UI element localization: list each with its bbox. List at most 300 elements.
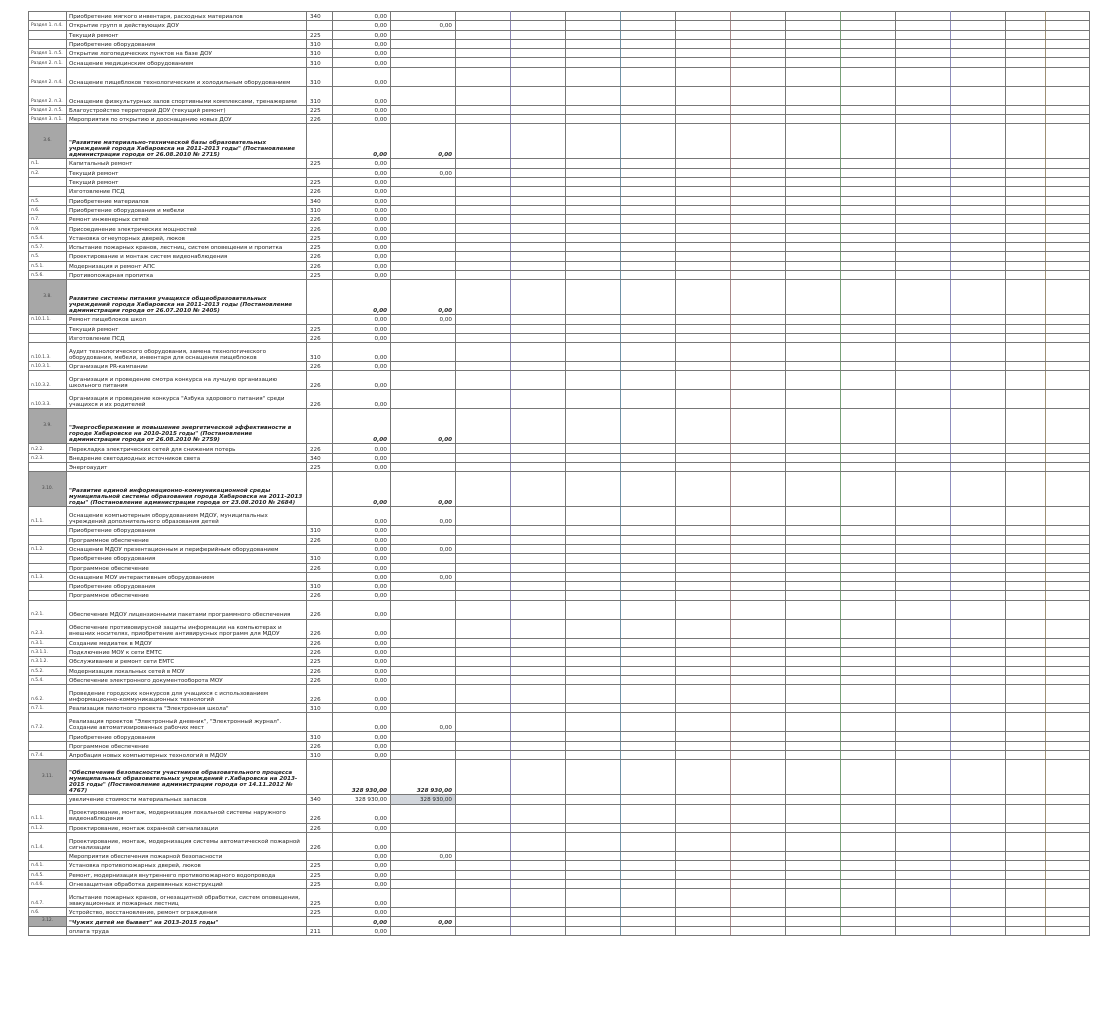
kosgu-cell[interactable]: 225	[307, 233, 333, 242]
empty-cell[interactable]	[951, 233, 1006, 242]
empty-cell[interactable]	[731, 741, 786, 750]
empty-cell[interactable]	[566, 870, 621, 879]
empty-cell[interactable]	[566, 159, 621, 168]
row-code-cell[interactable]: 3.12.	[29, 917, 67, 926]
empty-cell[interactable]	[566, 544, 621, 553]
empty-cell[interactable]	[786, 362, 841, 371]
empty-cell[interactable]	[621, 917, 676, 926]
empty-cell[interactable]	[456, 526, 511, 535]
empty-cell[interactable]	[566, 851, 621, 860]
empty-cell[interactable]	[896, 21, 951, 30]
empty-cell[interactable]	[786, 600, 841, 619]
empty-cell[interactable]	[1006, 168, 1046, 177]
empty-cell[interactable]	[951, 390, 1006, 409]
empty-cell[interactable]	[456, 554, 511, 563]
row-code-cell[interactable]: п.5.7.	[29, 243, 67, 252]
empty-cell[interactable]	[841, 647, 896, 656]
empty-cell[interactable]	[621, 851, 676, 860]
empty-cell[interactable]	[731, 243, 786, 252]
empty-cell[interactable]	[841, 444, 896, 453]
empty-cell[interactable]	[456, 804, 511, 823]
empty-cell[interactable]	[1046, 215, 1090, 224]
empty-cell[interactable]	[621, 233, 676, 242]
row-code-cell[interactable]: п.1.1.	[29, 507, 67, 526]
amount-cell-2[interactable]: 328 930,00	[391, 795, 456, 804]
row-name-cell[interactable]: Ремонт, модернизация внутреннего противопожарного водопровода	[67, 870, 307, 879]
empty-cell[interactable]	[731, 619, 786, 638]
empty-cell[interactable]	[511, 600, 566, 619]
empty-cell[interactable]	[456, 252, 511, 261]
empty-cell[interactable]	[1006, 12, 1046, 21]
empty-cell[interactable]	[786, 280, 841, 315]
row-code-cell[interactable]: п.1.1.	[29, 804, 67, 823]
amount-cell-2[interactable]	[391, 638, 456, 647]
empty-cell[interactable]	[621, 908, 676, 917]
empty-cell[interactable]	[621, 582, 676, 591]
empty-cell[interactable]	[1046, 535, 1090, 544]
empty-cell[interactable]	[676, 49, 731, 58]
empty-cell[interactable]	[621, 804, 676, 823]
kosgu-cell[interactable]: 226	[307, 600, 333, 619]
empty-cell[interactable]	[731, 713, 786, 732]
amount-cell-2[interactable]: 0,00	[391, 507, 456, 526]
row-code-cell[interactable]: п.5.	[29, 196, 67, 205]
empty-cell[interactable]	[951, 823, 1006, 832]
empty-cell[interactable]	[511, 124, 566, 159]
empty-cell[interactable]	[786, 526, 841, 535]
row-name-cell[interactable]: Создание медиатек в МДОУ	[67, 638, 307, 647]
empty-cell[interactable]	[786, 861, 841, 870]
empty-cell[interactable]	[786, 187, 841, 196]
kosgu-cell[interactable]: 226	[307, 804, 333, 823]
empty-cell[interactable]	[841, 86, 896, 105]
amount-cell-2[interactable]	[391, 870, 456, 879]
empty-cell[interactable]	[456, 832, 511, 851]
empty-cell[interactable]	[731, 851, 786, 860]
empty-cell[interactable]	[1046, 507, 1090, 526]
empty-cell[interactable]	[731, 657, 786, 666]
empty-cell[interactable]	[566, 563, 621, 572]
row-code-cell[interactable]: 3.8.	[29, 280, 67, 315]
empty-cell[interactable]	[786, 544, 841, 553]
empty-cell[interactable]	[456, 67, 511, 86]
empty-cell[interactable]	[896, 591, 951, 600]
amount-cell-2[interactable]	[391, 453, 456, 462]
kosgu-cell[interactable]: 226	[307, 224, 333, 233]
empty-cell[interactable]	[786, 851, 841, 860]
empty-cell[interactable]	[841, 526, 896, 535]
kosgu-cell[interactable]: 226	[307, 252, 333, 261]
empty-cell[interactable]	[566, 889, 621, 908]
amount-cell[interactable]: 0,00	[333, 58, 391, 67]
empty-cell[interactable]	[786, 472, 841, 507]
empty-cell[interactable]	[566, 124, 621, 159]
empty-cell[interactable]	[896, 58, 951, 67]
empty-cell[interactable]	[621, 124, 676, 159]
empty-cell[interactable]	[566, 751, 621, 760]
empty-cell[interactable]	[456, 507, 511, 526]
empty-cell[interactable]	[731, 572, 786, 581]
amount-cell[interactable]: 0,00	[333, 371, 391, 390]
empty-cell[interactable]	[896, 196, 951, 205]
row-code-cell[interactable]: Раздел 3. п.1.	[29, 115, 67, 124]
empty-cell[interactable]	[1006, 187, 1046, 196]
empty-cell[interactable]	[456, 333, 511, 342]
empty-cell[interactable]	[731, 463, 786, 472]
row-name-cell[interactable]: Благоустройство территорий ДОУ (текущий ремонт)	[67, 105, 307, 114]
empty-cell[interactable]	[951, 49, 1006, 58]
empty-cell[interactable]	[621, 544, 676, 553]
empty-cell[interactable]	[786, 205, 841, 214]
empty-cell[interactable]	[951, 917, 1006, 926]
empty-cell[interactable]	[896, 554, 951, 563]
empty-cell[interactable]	[566, 526, 621, 535]
empty-cell[interactable]	[676, 159, 731, 168]
row-code-cell[interactable]	[29, 591, 67, 600]
kosgu-cell[interactable]	[307, 124, 333, 159]
row-name-cell[interactable]: Аудит технологического оборудования, замена технологического оборудования, мебели, инвентаря для оснащения пищеблоков	[67, 343, 307, 362]
empty-cell[interactable]	[511, 252, 566, 261]
empty-cell[interactable]	[841, 657, 896, 666]
empty-cell[interactable]	[566, 861, 621, 870]
empty-cell[interactable]	[511, 741, 566, 750]
empty-cell[interactable]	[896, 861, 951, 870]
empty-cell[interactable]	[1046, 177, 1090, 186]
empty-cell[interactable]	[841, 535, 896, 544]
amount-cell[interactable]: 0,00	[333, 333, 391, 342]
kosgu-cell[interactable]: 226	[307, 390, 333, 409]
kosgu-cell[interactable]: 226	[307, 675, 333, 684]
empty-cell[interactable]	[676, 751, 731, 760]
empty-cell[interactable]	[786, 315, 841, 324]
empty-cell[interactable]	[1046, 675, 1090, 684]
empty-cell[interactable]	[841, 159, 896, 168]
empty-cell[interactable]	[566, 619, 621, 638]
empty-cell[interactable]	[1006, 554, 1046, 563]
empty-cell[interactable]	[951, 67, 1006, 86]
row-name-cell[interactable]: Проектирование, монтаж, модернизация локальной системы наружного видеонаблюдения	[67, 804, 307, 823]
row-name-cell[interactable]: Реализация пилотного проекта "Электронная школа"	[67, 704, 307, 713]
empty-cell[interactable]	[676, 86, 731, 105]
empty-cell[interactable]	[951, 205, 1006, 214]
amount-cell[interactable]: 328 930,00	[333, 795, 391, 804]
empty-cell[interactable]	[456, 870, 511, 879]
empty-cell[interactable]	[566, 926, 621, 935]
empty-cell[interactable]	[1006, 252, 1046, 261]
empty-cell[interactable]	[1046, 187, 1090, 196]
row-code-cell[interactable]: п.10.3.1.	[29, 362, 67, 371]
empty-cell[interactable]	[1006, 647, 1046, 656]
kosgu-cell[interactable]: 225	[307, 861, 333, 870]
row-code-cell[interactable]: п.2.3.	[29, 453, 67, 462]
empty-cell[interactable]	[896, 115, 951, 124]
empty-cell[interactable]	[731, 215, 786, 224]
empty-cell[interactable]	[841, 638, 896, 647]
empty-cell[interactable]	[841, 105, 896, 114]
amount-cell[interactable]: 0,00	[333, 21, 391, 30]
empty-cell[interactable]	[456, 879, 511, 888]
amount-cell-2[interactable]: 328 930,00	[391, 760, 456, 795]
row-name-cell[interactable]: Оснащение компьютерным оборудованием МДОУ, муниципальных учреждений дополнительного образования детей	[67, 507, 307, 526]
empty-cell[interactable]	[676, 619, 731, 638]
empty-cell[interactable]	[896, 760, 951, 795]
empty-cell[interactable]	[621, 704, 676, 713]
row-name-cell[interactable]: Мероприятия обеспечения пожарной безопасности	[67, 851, 307, 860]
empty-cell[interactable]	[951, 760, 1006, 795]
empty-cell[interactable]	[731, 563, 786, 572]
empty-cell[interactable]	[1006, 21, 1046, 30]
empty-cell[interactable]	[786, 124, 841, 159]
empty-cell[interactable]	[786, 554, 841, 563]
empty-cell[interactable]	[841, 49, 896, 58]
empty-cell[interactable]	[1006, 196, 1046, 205]
empty-cell[interactable]	[621, 526, 676, 535]
row-code-cell[interactable]	[29, 39, 67, 48]
row-code-cell[interactable]: п.4.7.	[29, 889, 67, 908]
empty-cell[interactable]	[841, 619, 896, 638]
empty-cell[interactable]	[456, 105, 511, 114]
amount-cell-2[interactable]	[391, 105, 456, 114]
empty-cell[interactable]	[621, 832, 676, 851]
empty-cell[interactable]	[566, 713, 621, 732]
empty-cell[interactable]	[786, 67, 841, 86]
empty-cell[interactable]	[621, 444, 676, 453]
row-code-cell[interactable]: 3.10.	[29, 472, 67, 507]
row-name-cell[interactable]: Приобретение материалов	[67, 196, 307, 205]
kosgu-cell[interactable]	[307, 544, 333, 553]
empty-cell[interactable]	[841, 851, 896, 860]
empty-cell[interactable]	[676, 535, 731, 544]
amount-cell[interactable]: 0,00	[333, 507, 391, 526]
empty-cell[interactable]	[621, 889, 676, 908]
empty-cell[interactable]	[841, 453, 896, 462]
empty-cell[interactable]	[676, 582, 731, 591]
empty-cell[interactable]	[786, 713, 841, 732]
empty-cell[interactable]	[1006, 67, 1046, 86]
empty-cell[interactable]	[621, 187, 676, 196]
empty-cell[interactable]	[841, 572, 896, 581]
empty-cell[interactable]	[896, 804, 951, 823]
empty-cell[interactable]	[1046, 795, 1090, 804]
kosgu-cell[interactable]: 340	[307, 196, 333, 205]
empty-cell[interactable]	[1046, 544, 1090, 553]
empty-cell[interactable]	[1006, 333, 1046, 342]
empty-cell[interactable]	[511, 832, 566, 851]
amount-cell[interactable]: 0,00	[333, 638, 391, 647]
empty-cell[interactable]	[731, 444, 786, 453]
kosgu-cell[interactable]	[307, 472, 333, 507]
empty-cell[interactable]	[1006, 472, 1046, 507]
empty-cell[interactable]	[621, 159, 676, 168]
empty-cell[interactable]	[896, 49, 951, 58]
kosgu-cell[interactable]: 226	[307, 666, 333, 675]
empty-cell[interactable]	[786, 270, 841, 279]
row-code-cell[interactable]	[29, 30, 67, 39]
empty-cell[interactable]	[896, 124, 951, 159]
empty-cell[interactable]	[1006, 115, 1046, 124]
empty-cell[interactable]	[1006, 105, 1046, 114]
row-name-cell[interactable]: Приобретение оборудования	[67, 554, 307, 563]
kosgu-cell[interactable]: 310	[307, 86, 333, 105]
row-name-cell[interactable]: Оснащение МДОУ презентационным и периферийным оборудованием	[67, 544, 307, 553]
row-name-cell[interactable]: Приобретение оборудования	[67, 526, 307, 535]
empty-cell[interactable]	[841, 196, 896, 205]
empty-cell[interactable]	[456, 362, 511, 371]
empty-cell[interactable]	[896, 619, 951, 638]
amount-cell-2[interactable]	[391, 926, 456, 935]
amount-cell-2[interactable]: 0,00	[391, 917, 456, 926]
empty-cell[interactable]	[1006, 444, 1046, 453]
empty-cell[interactable]	[511, 333, 566, 342]
empty-cell[interactable]	[456, 675, 511, 684]
amount-cell-2[interactable]	[391, 243, 456, 252]
empty-cell[interactable]	[456, 315, 511, 324]
amount-cell-2[interactable]	[391, 741, 456, 750]
empty-cell[interactable]	[676, 851, 731, 860]
empty-cell[interactable]	[731, 371, 786, 390]
empty-cell[interactable]	[896, 926, 951, 935]
empty-cell[interactable]	[896, 526, 951, 535]
row-code-cell[interactable]: п.7.	[29, 215, 67, 224]
empty-cell[interactable]	[456, 619, 511, 638]
amount-cell-2[interactable]: 0,00	[391, 124, 456, 159]
amount-cell-2[interactable]	[391, 187, 456, 196]
kosgu-cell[interactable]: 226	[307, 591, 333, 600]
amount-cell-2[interactable]	[391, 115, 456, 124]
empty-cell[interactable]	[731, 535, 786, 544]
amount-cell[interactable]: 328 930,00	[333, 760, 391, 795]
empty-cell[interactable]	[786, 115, 841, 124]
empty-cell[interactable]	[841, 666, 896, 675]
empty-cell[interactable]	[676, 409, 731, 444]
row-name-cell[interactable]: Ремонт инженерных сетей	[67, 215, 307, 224]
empty-cell[interactable]	[841, 21, 896, 30]
empty-cell[interactable]	[621, 67, 676, 86]
amount-cell[interactable]: 0,00	[333, 704, 391, 713]
empty-cell[interactable]	[1006, 324, 1046, 333]
empty-cell[interactable]	[951, 215, 1006, 224]
kosgu-cell[interactable]: 225	[307, 879, 333, 888]
kosgu-cell[interactable]	[307, 572, 333, 581]
amount-cell-2[interactable]	[391, 30, 456, 39]
empty-cell[interactable]	[511, 187, 566, 196]
empty-cell[interactable]	[786, 572, 841, 581]
amount-cell-2[interactable]	[391, 666, 456, 675]
empty-cell[interactable]	[566, 252, 621, 261]
amount-cell-2[interactable]	[391, 657, 456, 666]
empty-cell[interactable]	[896, 572, 951, 581]
empty-cell[interactable]	[896, 243, 951, 252]
empty-cell[interactable]	[1006, 760, 1046, 795]
empty-cell[interactable]	[731, 704, 786, 713]
empty-cell[interactable]	[511, 49, 566, 58]
empty-cell[interactable]	[896, 453, 951, 462]
empty-cell[interactable]	[841, 252, 896, 261]
amount-cell[interactable]: 0,00	[333, 196, 391, 205]
empty-cell[interactable]	[511, 115, 566, 124]
empty-cell[interactable]	[511, 917, 566, 926]
empty-cell[interactable]	[511, 215, 566, 224]
row-name-cell[interactable]: Программное обеспечение	[67, 591, 307, 600]
empty-cell[interactable]	[566, 233, 621, 242]
empty-cell[interactable]	[841, 879, 896, 888]
amount-cell-2[interactable]	[391, 879, 456, 888]
empty-cell[interactable]	[731, 324, 786, 333]
amount-cell[interactable]: 0,00	[333, 159, 391, 168]
empty-cell[interactable]	[841, 685, 896, 704]
amount-cell[interactable]: 0,00	[333, 233, 391, 242]
empty-cell[interactable]	[566, 741, 621, 750]
row-code-cell[interactable]	[29, 563, 67, 572]
empty-cell[interactable]	[456, 591, 511, 600]
row-name-cell[interactable]: Огнезащитная обработка деревянных конструкций	[67, 879, 307, 888]
row-name-cell[interactable]: Проектирование, монтаж, модернизация системы автоматической пожарной сигнализации	[67, 832, 307, 851]
empty-cell[interactable]	[1046, 685, 1090, 704]
row-code-cell[interactable]	[29, 851, 67, 860]
kosgu-cell[interactable]: 225	[307, 870, 333, 879]
empty-cell[interactable]	[896, 280, 951, 315]
kosgu-cell[interactable]: 225	[307, 159, 333, 168]
amount-cell-2[interactable]	[391, 39, 456, 48]
empty-cell[interactable]	[1046, 390, 1090, 409]
empty-cell[interactable]	[1046, 315, 1090, 324]
empty-cell[interactable]	[786, 453, 841, 462]
empty-cell[interactable]	[621, 657, 676, 666]
empty-cell[interactable]	[676, 333, 731, 342]
empty-cell[interactable]	[621, 205, 676, 214]
empty-cell[interactable]	[566, 472, 621, 507]
empty-cell[interactable]	[731, 187, 786, 196]
amount-cell[interactable]: 0,00	[333, 362, 391, 371]
empty-cell[interactable]	[1046, 453, 1090, 462]
empty-cell[interactable]	[951, 261, 1006, 270]
empty-cell[interactable]	[841, 751, 896, 760]
empty-cell[interactable]	[841, 507, 896, 526]
empty-cell[interactable]	[896, 105, 951, 114]
row-name-cell[interactable]: Присоединение электрических мощностей	[67, 224, 307, 233]
empty-cell[interactable]	[1006, 343, 1046, 362]
empty-cell[interactable]	[1046, 926, 1090, 935]
amount-cell-2[interactable]	[391, 804, 456, 823]
kosgu-cell[interactable]: 225	[307, 463, 333, 472]
empty-cell[interactable]	[841, 554, 896, 563]
empty-cell[interactable]	[566, 390, 621, 409]
amount-cell[interactable]: 0,00	[333, 463, 391, 472]
empty-cell[interactable]	[456, 324, 511, 333]
empty-cell[interactable]	[511, 713, 566, 732]
empty-cell[interactable]	[1006, 177, 1046, 186]
empty-cell[interactable]	[456, 741, 511, 750]
empty-cell[interactable]	[951, 243, 1006, 252]
empty-cell[interactable]	[511, 572, 566, 581]
empty-cell[interactable]	[1046, 252, 1090, 261]
row-name-cell[interactable]: Обеспечение электронного документооборота МОУ	[67, 675, 307, 684]
amount-cell[interactable]: 0,00	[333, 751, 391, 760]
empty-cell[interactable]	[786, 917, 841, 926]
empty-cell[interactable]	[1046, 12, 1090, 21]
empty-cell[interactable]	[1006, 544, 1046, 553]
empty-cell[interactable]	[566, 832, 621, 851]
empty-cell[interactable]	[896, 879, 951, 888]
empty-cell[interactable]	[1006, 600, 1046, 619]
amount-cell[interactable]: 0,00	[333, 224, 391, 233]
empty-cell[interactable]	[676, 870, 731, 879]
empty-cell[interactable]	[1046, 582, 1090, 591]
kosgu-cell[interactable]	[307, 280, 333, 315]
amount-cell[interactable]: 0,00	[333, 270, 391, 279]
empty-cell[interactable]	[951, 804, 1006, 823]
empty-cell[interactable]	[1006, 657, 1046, 666]
